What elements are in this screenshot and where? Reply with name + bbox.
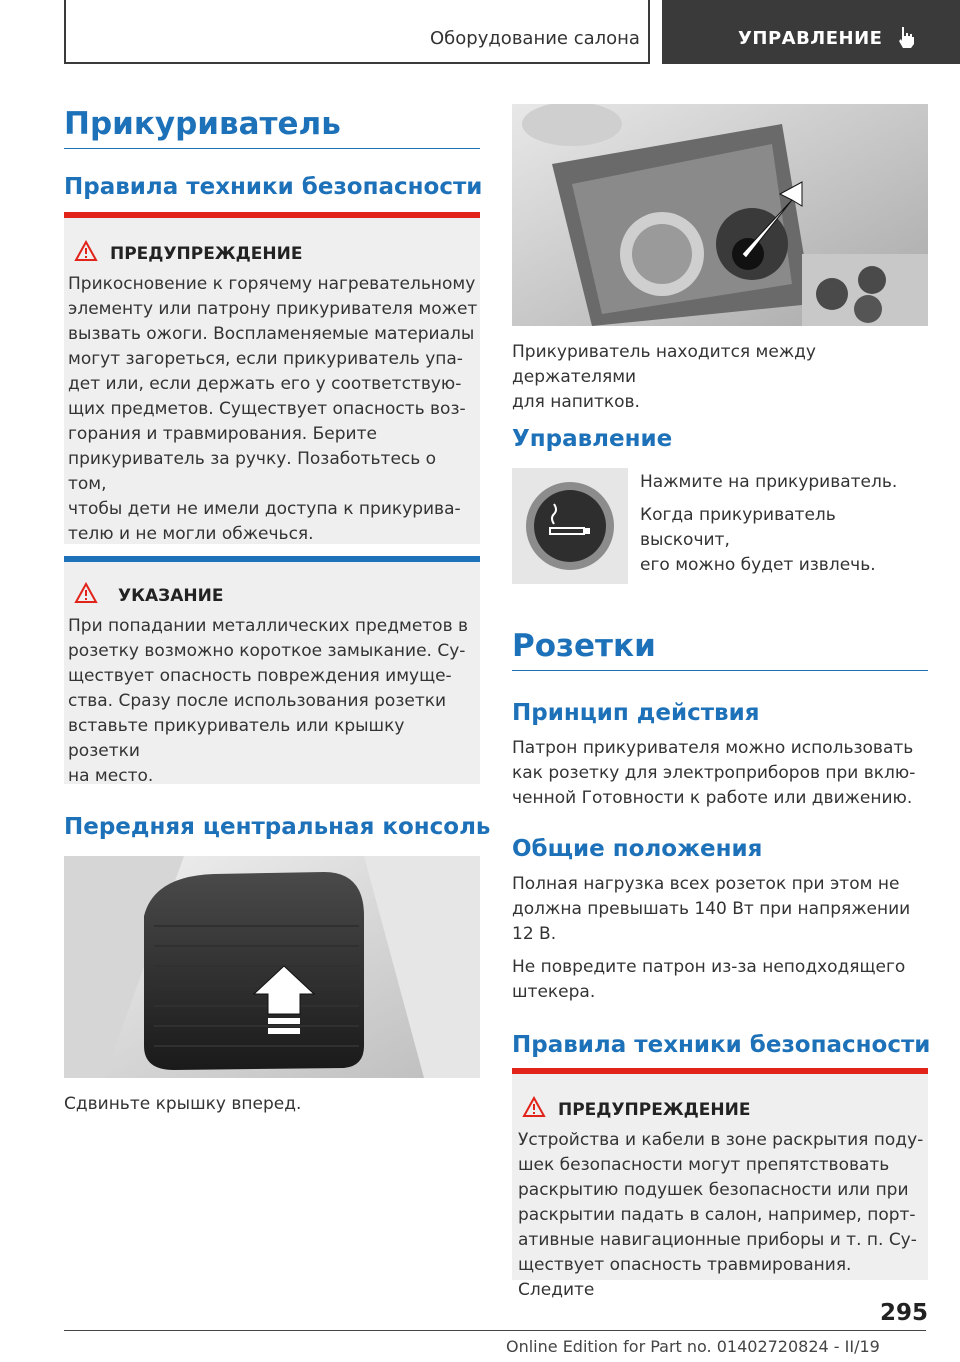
safety-heading-right: Правила техники безопасности	[512, 1032, 931, 1058]
control-heading: Управление	[512, 426, 673, 452]
notice-bar	[64, 556, 480, 562]
general-text-2: Не повредите патрон из-за неподходящего штекера.	[512, 957, 906, 1002]
notice-box-left	[64, 556, 480, 784]
warning-triangle-icon	[74, 240, 98, 262]
safety-heading-left: Правила техники безопасности	[64, 174, 483, 200]
principle-heading: Принцип действия	[512, 700, 760, 726]
footer-divider	[64, 1330, 926, 1331]
warning-text: Прикосновение к горячему нагревательному элементу или патрону прикуривателя может вызвать ожоги. Воспламеняемые материалы могут загореться, если прикуриватель упа- дет или, если держать его у соответствую- щих предметов. Существует опасность воз- горания и травмирования. Берите прикуриватель за ручку. Позаботьтесь о том, чтобы дети не имели доступа к прикурива- телю и не могли обжечься.	[68, 274, 478, 544]
warning-triangle-icon	[522, 1096, 546, 1118]
general-heading: Общие положения	[512, 836, 763, 862]
warning-box-right	[512, 1068, 928, 1300]
warning-title: ПРЕДУПРЕЖДЕНИЕ	[110, 244, 303, 264]
notice-text: При попадании металлических предметов в розетку возможно короткое замыкание. Су- ществует опасность повреждения имуще- ства. Сразу после использования розетки вставьте прикуриватель или крышку розетки на место.	[68, 616, 469, 786]
page-title: Прикуриватель	[64, 106, 341, 142]
general-text-1: Полная нагрузка всех розеток при этом не должна превышать 140 Вт при напряжении 12 В.	[512, 874, 911, 944]
cigarette-lighter-icon	[512, 468, 628, 584]
warning-text: Устройства и кабели в зоне раскрытия поду- шек безопасности могут препятствовать раскрытию подушек безопасности или при раскрытии падать в салон, например, порт- ативные навигационные приборы и т. п. Су- ществует опасность травмирования. Следите	[518, 1130, 924, 1300]
header-chapter-title: УПРАВЛЕНИЕ	[738, 28, 883, 49]
warning-triangle-icon	[74, 582, 98, 604]
warning-title: ПРЕДУПРЕЖДЕНИЕ	[558, 1100, 751, 1120]
console-caption: Сдвиньте крышку вперед.	[64, 1094, 302, 1114]
console-cover-photo	[64, 856, 480, 1078]
header-section-frame	[64, 0, 650, 64]
control-text-1: Нажмите на прикуриватель.	[640, 472, 898, 492]
cupholder-lighter-photo	[512, 104, 928, 326]
warning-box-left	[64, 212, 480, 544]
header-section-title: Оборудование салона	[430, 28, 640, 49]
page-number: 295	[880, 1300, 929, 1326]
title-divider	[64, 148, 480, 149]
header-chapter-tab[interactable]	[662, 0, 960, 64]
principle-text: Патрон прикуривателя можно использовать как розетку для электроприборов при вклю- ченной Готовности к работе или движению.	[512, 738, 916, 808]
console-heading: Передняя центральная консоль	[64, 814, 491, 840]
edition-note: Online Edition for Part no. 01402720824 - II/19	[506, 1337, 880, 1356]
sockets-title: Розетки	[512, 628, 656, 664]
cupholder-caption: Прикуриватель находится между держателями для напитков.	[512, 342, 816, 412]
notice-title: УКАЗАНИЕ	[118, 586, 224, 606]
control-text-2: Когда прикуриватель выскочит, его можно будет извлечь.	[640, 505, 876, 575]
hand-pointer-icon	[894, 24, 920, 50]
warning-bar	[64, 212, 480, 218]
warning-bar	[512, 1068, 928, 1074]
sockets-divider	[512, 670, 928, 671]
